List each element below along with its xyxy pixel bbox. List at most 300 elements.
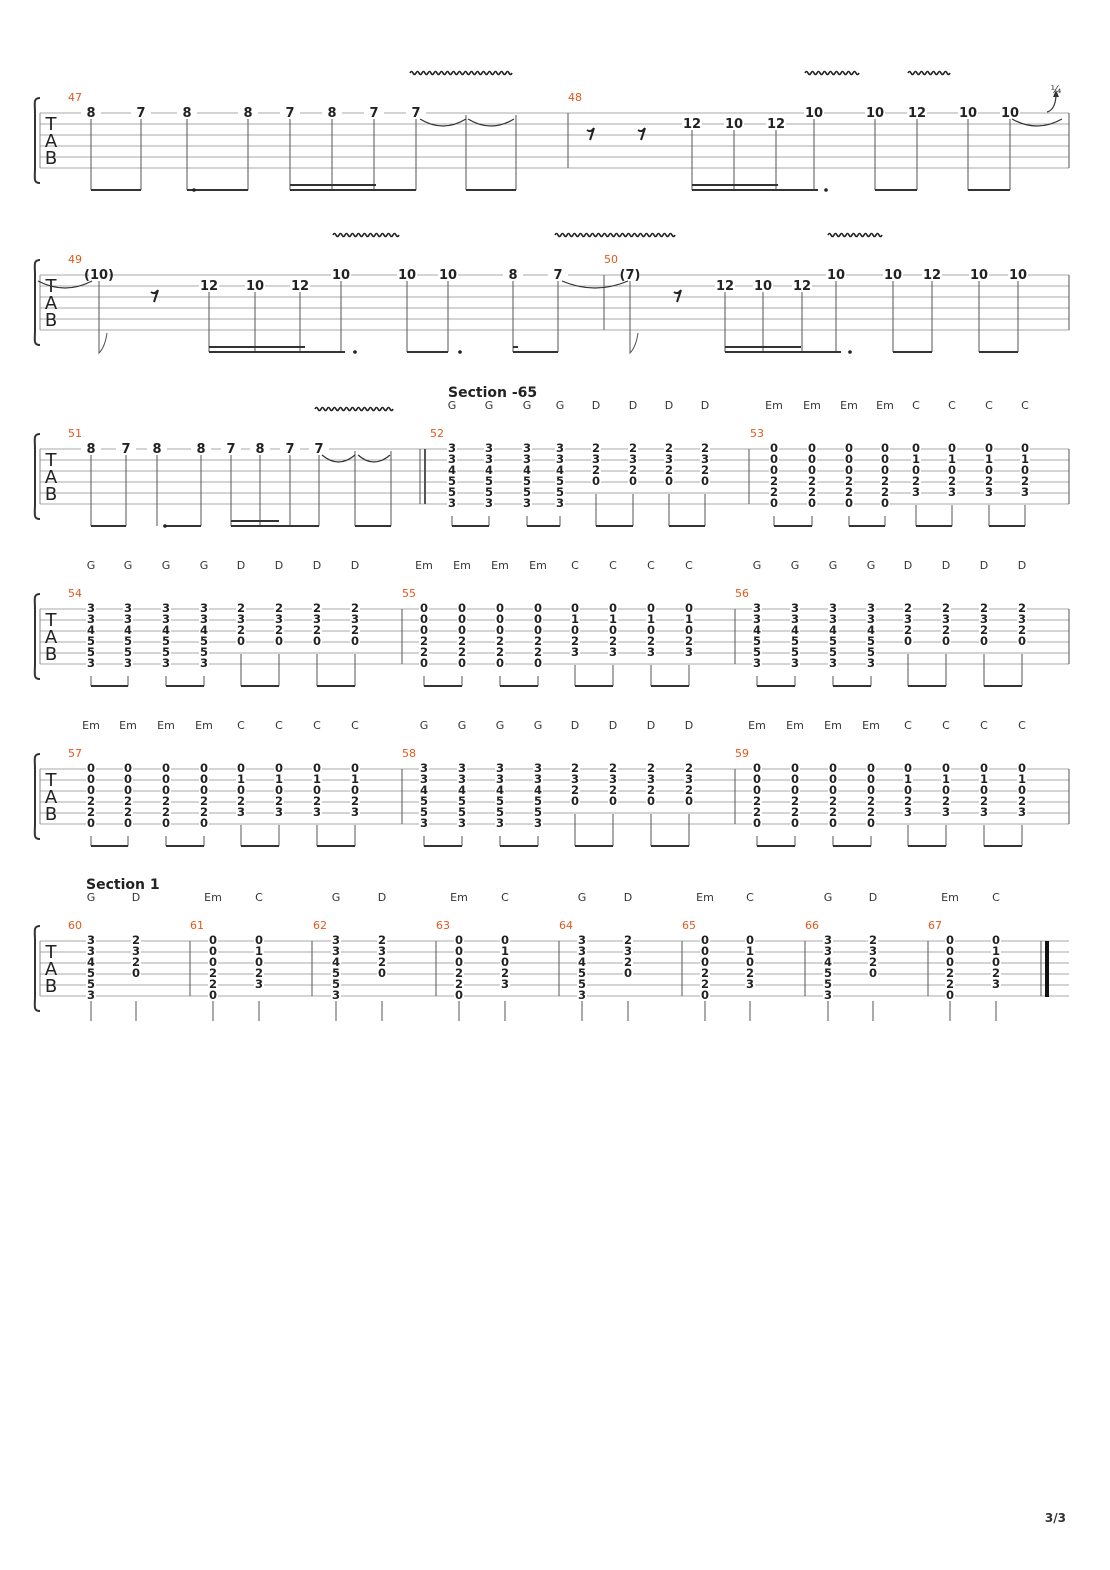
chord-fret-number: 3 — [123, 656, 133, 670]
chord-fret-number: 3 — [903, 612, 913, 626]
chord-fret-number: 3 — [419, 816, 429, 830]
chord-fret-number: 2 — [123, 805, 133, 819]
chord-fret-number: 5 — [331, 977, 341, 991]
chord-fret-number: 1 — [941, 772, 951, 786]
chord-fret-number: 1 — [570, 612, 580, 626]
tab-clef-letter: T — [45, 276, 57, 297]
chord-fret-number: 2 — [457, 634, 467, 648]
fret-number: 10 — [804, 106, 824, 121]
chord-fret-number: 2 — [608, 783, 618, 797]
chord-fret-number: 0 — [419, 612, 429, 626]
chord-fret-number: 0 — [828, 783, 838, 797]
chord-fret-number: 1 — [947, 452, 957, 466]
chord-fret-number: 3 — [823, 933, 833, 947]
chord-name: Em — [195, 719, 213, 732]
chord-fret-number: 5 — [823, 977, 833, 991]
tab-clef-letter: B — [44, 148, 58, 169]
chord-fret-number: 3 — [86, 656, 96, 670]
fret-number: 12 — [792, 279, 812, 294]
chord-fret-number: 0 — [457, 656, 467, 670]
fret-number: 8 — [86, 442, 96, 457]
chord-fret-number: 5 — [86, 966, 96, 980]
chord-name: G — [457, 719, 467, 732]
chord-fret-number: 2 — [500, 966, 510, 980]
chord-fret-number: 2 — [131, 955, 141, 969]
chord-fret-number: 3 — [752, 601, 762, 615]
chord-fret-number: 5 — [823, 966, 833, 980]
chord-fret-number: 4 — [331, 955, 341, 969]
chord-fret-number: 3 — [447, 496, 457, 510]
chord-fret-number: 0 — [161, 772, 171, 786]
chord-fret-number: 3 — [522, 496, 532, 510]
chord-fret-number: 3 — [495, 761, 505, 775]
fret-number: (7) — [619, 268, 641, 283]
fret-number: 10 — [331, 268, 351, 283]
chord-fret-number: 2 — [790, 794, 800, 808]
fret-number: 10 — [245, 279, 265, 294]
chord-fret-number: 1 — [984, 452, 994, 466]
chord-fret-number: 3 — [828, 601, 838, 615]
chord-fret-number: 0 — [984, 441, 994, 455]
measure-number: 49 — [68, 253, 82, 266]
chord-fret-number: 4 — [577, 955, 587, 969]
chord-fret-number: 0 — [790, 816, 800, 830]
chord-fret-number: 2 — [312, 601, 322, 615]
chord-fret-number: 0 — [684, 794, 694, 808]
chord-fret-number: 2 — [844, 485, 854, 499]
fret-number: 10 — [958, 106, 978, 121]
chord-fret-number: 5 — [866, 645, 876, 659]
chord-fret-number: 4 — [828, 623, 838, 637]
chord-fret-number: 0 — [274, 634, 284, 648]
chord-fret-number: 2 — [274, 623, 284, 637]
final-barline-thick — [1045, 941, 1049, 997]
chord-fret-number: 0 — [769, 452, 779, 466]
chord-name: G — [86, 559, 96, 572]
chord-fret-number: 0 — [807, 463, 817, 477]
chord-fret-number: 2 — [419, 645, 429, 659]
chord-fret-number: 2 — [947, 474, 957, 488]
chord-fret-number: 3 — [236, 805, 246, 819]
chord-fret-number: 3 — [86, 988, 96, 1002]
chord-fret-number: 0 — [866, 783, 876, 797]
chord-fret-number: 0 — [123, 783, 133, 797]
chord-name: G — [419, 719, 429, 732]
system-bracket — [35, 434, 40, 519]
eighth-rest — [674, 290, 681, 302]
chord-fret-number: 2 — [844, 474, 854, 488]
chord-fret-number: 5 — [123, 634, 133, 648]
chord-fret-number: 0 — [199, 783, 209, 797]
tab-clef-letter: T — [45, 770, 57, 791]
chord-fret-number: 0 — [684, 623, 694, 637]
chord-fret-number: 0 — [866, 761, 876, 775]
chord-fret-number: 3 — [623, 944, 633, 958]
chord-fret-number: 2 — [236, 601, 246, 615]
chord-fret-number: 3 — [684, 645, 694, 659]
measure-number: 50 — [604, 253, 618, 266]
tie — [468, 119, 514, 126]
chord-fret-number: 3 — [984, 485, 994, 499]
chord-fret-number: 2 — [700, 966, 710, 980]
chord-fret-number: 0 — [274, 783, 284, 797]
fret-number: 8 — [182, 106, 192, 121]
chord-fret-number: 2 — [807, 485, 817, 499]
bend-label: ¼ — [1050, 83, 1062, 96]
chord-fret-number: 3 — [941, 612, 951, 626]
chord-fret-number: 0 — [979, 761, 989, 775]
chord-name: Em — [204, 891, 222, 904]
fret-number: 10 — [865, 106, 885, 121]
system-4 — [35, 559, 1069, 686]
fret-number: 10 — [1008, 268, 1028, 283]
chord-fret-number: 1 — [979, 772, 989, 786]
chord-fret-number: 2 — [208, 966, 218, 980]
chord-fret-number: 3 — [500, 977, 510, 991]
chord-fret-number: 0 — [570, 601, 580, 615]
chord-fret-number: 2 — [941, 601, 951, 615]
chord-name: C — [275, 719, 283, 732]
chord-fret-number: 0 — [208, 944, 218, 958]
chord-name: G — [123, 559, 133, 572]
chord-fret-number: 3 — [646, 645, 656, 659]
chord-fret-number: 4 — [752, 623, 762, 637]
chord-fret-number: 2 — [911, 474, 921, 488]
chord-fret-number: 0 — [844, 452, 854, 466]
chord-fret-number: 0 — [123, 761, 133, 775]
chord-name: C — [942, 719, 950, 732]
chord-fret-number: 3 — [419, 761, 429, 775]
chord-fret-number: 5 — [752, 634, 762, 648]
chord-fret-number: 0 — [161, 783, 171, 797]
chord-name: Em — [453, 559, 471, 572]
chord-fret-number: 3 — [577, 933, 587, 947]
chord-fret-number: 3 — [991, 977, 1001, 991]
chord-fret-number: 0 — [941, 783, 951, 797]
chord-fret-number: 2 — [945, 977, 955, 991]
chord-fret-number: 2 — [570, 634, 580, 648]
chord-fret-number: 2 — [208, 977, 218, 991]
chord-fret-number: 0 — [844, 463, 854, 477]
chord-fret-number: 3 — [495, 772, 505, 786]
chord-fret-number: 0 — [312, 783, 322, 797]
chord-fret-number: 3 — [86, 612, 96, 626]
chord-fret-number: 2 — [377, 933, 387, 947]
chord-fret-number: 3 — [123, 612, 133, 626]
chord-fret-number: 4 — [419, 783, 429, 797]
chord-fret-number: 2 — [880, 474, 890, 488]
chord-name: D — [684, 719, 694, 732]
chord-fret-number: 3 — [161, 612, 171, 626]
chord-fret-number: 4 — [533, 783, 543, 797]
chord-name: G — [447, 399, 457, 412]
chord-fret-number: 0 — [844, 496, 854, 510]
measure-number: 63 — [436, 919, 450, 932]
chord-name: C — [501, 891, 509, 904]
chord-fret-number: 2 — [86, 805, 96, 819]
chord-fret-number: 2 — [868, 955, 878, 969]
eighth-rest — [638, 128, 645, 140]
chord-fret-number: 2 — [646, 761, 656, 775]
chord-fret-number: 2 — [454, 977, 464, 991]
chord-fret-number: 4 — [457, 783, 467, 797]
chord-name: C — [985, 399, 993, 412]
chord-fret-number: 0 — [1020, 441, 1030, 455]
chord-fret-number: 2 — [807, 474, 817, 488]
chord-fret-number: 1 — [500, 944, 510, 958]
tab-clef-letter: A — [44, 467, 58, 488]
chord-fret-number: 2 — [457, 645, 467, 659]
chord-fret-number: 3 — [533, 816, 543, 830]
chord-fret-number: 2 — [984, 474, 994, 488]
chord-fret-number: 0 — [752, 772, 762, 786]
tie — [420, 119, 466, 126]
chord-fret-number: 0 — [123, 772, 133, 786]
system-bracket — [35, 754, 40, 839]
tab-clef-letter: B — [44, 644, 58, 665]
chord-name: Em — [415, 559, 433, 572]
chord-fret-number: 2 — [350, 794, 360, 808]
tab-clef-letter: T — [45, 942, 57, 963]
chord-fret-number: 0 — [350, 783, 360, 797]
chord-fret-number: 0 — [979, 783, 989, 797]
chord-fret-number: 3 — [823, 944, 833, 958]
chord-fret-number: 3 — [522, 441, 532, 455]
chord-name: Em — [786, 719, 804, 732]
chord-fret-number: 2 — [350, 601, 360, 615]
chord-name: C — [351, 719, 359, 732]
chord-fret-number: 0 — [790, 772, 800, 786]
chord-fret-number: 0 — [911, 463, 921, 477]
chord-fret-number: 5 — [161, 645, 171, 659]
chord-name: D — [941, 559, 951, 572]
chord-fret-number: 3 — [533, 761, 543, 775]
chord-fret-number: 2 — [828, 805, 838, 819]
chord-fret-number: 2 — [769, 485, 779, 499]
chord-name: D — [623, 891, 633, 904]
chord-name: D — [591, 399, 601, 412]
chord-fret-number: 0 — [254, 933, 264, 947]
eighth-rest — [151, 290, 158, 302]
chord-fret-number: 4 — [866, 623, 876, 637]
chord-fret-number: 5 — [790, 634, 800, 648]
chord-name: G — [484, 399, 494, 412]
fret-number: 7 — [411, 106, 421, 121]
chord-fret-number: 0 — [628, 474, 638, 488]
tie — [562, 281, 628, 288]
chord-fret-number: 5 — [533, 805, 543, 819]
chord-fret-number: 3 — [570, 645, 580, 659]
chord-fret-number: 1 — [350, 772, 360, 786]
chord-fret-number: 2 — [123, 794, 133, 808]
chord-fret-number: 3 — [199, 656, 209, 670]
chord-fret-number: 0 — [86, 761, 96, 775]
chord-fret-number: 0 — [533, 612, 543, 626]
chord-name: D — [979, 559, 989, 572]
chord-fret-number: 0 — [752, 816, 762, 830]
chord-fret-number: 2 — [236, 623, 246, 637]
chord-fret-number: 0 — [123, 816, 133, 830]
chord-fret-number: 3 — [947, 485, 957, 499]
chord-fret-number: 4 — [522, 463, 532, 477]
system-1 — [35, 72, 1069, 191]
chord-fret-number: 0 — [1017, 783, 1027, 797]
vibrato-marker — [555, 234, 675, 237]
chord-fret-number: 2 — [790, 805, 800, 819]
chord-fret-number: 5 — [522, 485, 532, 499]
chord-fret-number: 0 — [1017, 634, 1027, 648]
rhythm-dot — [163, 524, 167, 528]
chord-fret-number: 5 — [522, 474, 532, 488]
chord-fret-number: 5 — [331, 966, 341, 980]
chord-fret-number: 2 — [880, 485, 890, 499]
chord-fret-number: 4 — [555, 463, 565, 477]
measure-number: 65 — [682, 919, 696, 932]
chord-fret-number: 0 — [208, 955, 218, 969]
fret-number: 12 — [715, 279, 735, 294]
chord-fret-number: 3 — [608, 645, 618, 659]
chord-fret-number: 0 — [1020, 463, 1030, 477]
chord-name: G — [331, 891, 341, 904]
chord-fret-number: 3 — [628, 452, 638, 466]
chord-fret-number: 0 — [941, 761, 951, 775]
chord-fret-number: 5 — [419, 805, 429, 819]
chord-fret-number: 5 — [577, 966, 587, 980]
chord-fret-number: 2 — [866, 794, 876, 808]
chord-name: Em — [862, 719, 880, 732]
chord-fret-number: 2 — [979, 601, 989, 615]
chord-fret-number: 0 — [161, 816, 171, 830]
chord-fret-number: 4 — [447, 463, 457, 477]
chord-fret-number: 2 — [828, 794, 838, 808]
chord-fret-number: 0 — [700, 474, 710, 488]
chord-fret-number: 0 — [903, 761, 913, 775]
chord-fret-number: 3 — [941, 805, 951, 819]
chord-fret-number: 0 — [828, 772, 838, 786]
chord-fret-number: 0 — [945, 988, 955, 1002]
measure-number: 54 — [68, 587, 82, 600]
chord-fret-number: 3 — [979, 612, 989, 626]
chord-fret-number: 4 — [790, 623, 800, 637]
chord-fret-number: 2 — [623, 933, 633, 947]
chord-fret-number: 2 — [752, 805, 762, 819]
chord-fret-number: 0 — [807, 496, 817, 510]
chord-fret-number: 0 — [664, 474, 674, 488]
chord-fret-number: 0 — [86, 772, 96, 786]
chord-fret-number: 1 — [1017, 772, 1027, 786]
chord-fret-number: 3 — [700, 452, 710, 466]
chord-fret-number: 2 — [161, 794, 171, 808]
chord-name: D — [700, 399, 710, 412]
chord-fret-number: 4 — [199, 623, 209, 637]
chord-fret-number: 3 — [752, 612, 762, 626]
vibrato-marker — [908, 72, 950, 75]
chord-fret-number: 2 — [274, 601, 284, 615]
measure-number: 64 — [559, 919, 573, 932]
fret-number: 8 — [86, 106, 96, 121]
chord-fret-number: 2 — [664, 441, 674, 455]
chord-fret-number: 3 — [350, 805, 360, 819]
chord-fret-number: 3 — [331, 933, 341, 947]
chord-fret-number: 3 — [161, 601, 171, 615]
chord-fret-number: 3 — [484, 441, 494, 455]
chord-fret-number: 5 — [86, 634, 96, 648]
chord-name: C — [609, 559, 617, 572]
fret-number: 7 — [121, 442, 131, 457]
chord-fret-number: 2 — [684, 761, 694, 775]
chord-fret-number: 5 — [447, 485, 457, 499]
chord-fret-number: 2 — [312, 794, 322, 808]
chord-name: Em — [840, 399, 858, 412]
fret-number: 12 — [922, 268, 942, 283]
chord-name: D — [903, 559, 913, 572]
fret-number: 8 — [243, 106, 253, 121]
chord-fret-number: 0 — [979, 634, 989, 648]
chord-fret-number: 2 — [495, 634, 505, 648]
chord-fret-number: 0 — [790, 783, 800, 797]
chord-fret-number: 0 — [457, 601, 467, 615]
chord-fret-number: 3 — [199, 612, 209, 626]
chord-fret-number: 2 — [646, 634, 656, 648]
chord-fret-number: 3 — [484, 496, 494, 510]
chord-fret-number: 3 — [274, 612, 284, 626]
chord-fret-number: 3 — [684, 772, 694, 786]
chord-fret-number: 3 — [236, 612, 246, 626]
chord-fret-number: 2 — [199, 794, 209, 808]
chord-fret-number: 3 — [828, 612, 838, 626]
chord-fret-number: 3 — [577, 988, 587, 1002]
system-5 — [35, 719, 1069, 846]
chord-fret-number: 3 — [790, 656, 800, 670]
fret-number: 8 — [508, 268, 518, 283]
measure-number: 62 — [313, 919, 327, 932]
chord-fret-number: 5 — [86, 645, 96, 659]
tab-clef-letter: B — [44, 804, 58, 825]
chord-fret-number: 2 — [866, 805, 876, 819]
chord-fret-number: 0 — [991, 955, 1001, 969]
chord-name: G — [866, 559, 876, 572]
chord-fret-number: 4 — [86, 623, 96, 637]
chord-fret-number: 0 — [208, 988, 218, 1002]
chord-fret-number: 3 — [790, 601, 800, 615]
chord-fret-number: 0 — [199, 761, 209, 775]
chord-name: D — [131, 891, 141, 904]
fret-number: 7 — [369, 106, 379, 121]
chord-fret-number: 0 — [947, 441, 957, 455]
chord-fret-number: 2 — [628, 463, 638, 477]
chord-fret-number: 3 — [161, 656, 171, 670]
chord-name: C — [992, 891, 1000, 904]
chord-fret-number: 0 — [880, 441, 890, 455]
chord-fret-number: 0 — [533, 656, 543, 670]
chord-fret-number: 1 — [684, 612, 694, 626]
chord-fret-number: 2 — [903, 623, 913, 637]
chord-name: G — [577, 891, 587, 904]
fret-number: 12 — [199, 279, 219, 294]
tab-clef-letter: A — [44, 627, 58, 648]
chord-name: Em — [941, 891, 959, 904]
chord-fret-number: 0 — [86, 816, 96, 830]
chord-fret-number: 5 — [533, 794, 543, 808]
tie — [358, 455, 390, 462]
chord-fret-number: 3 — [577, 944, 587, 958]
chord-name: C — [746, 891, 754, 904]
chord-name: D — [274, 559, 284, 572]
chord-fret-number: 3 — [457, 772, 467, 786]
chord-fret-number: 0 — [866, 772, 876, 786]
chord-name: G — [823, 891, 833, 904]
chord-name: D — [236, 559, 246, 572]
